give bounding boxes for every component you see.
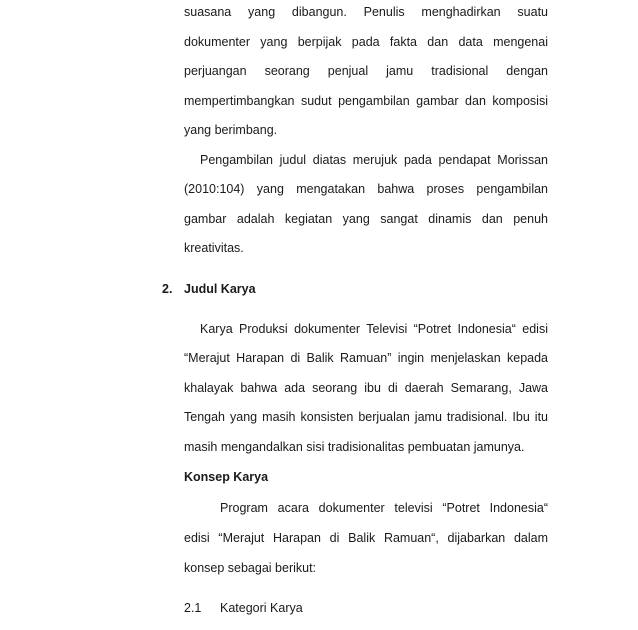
paragraph-line: suasana yang dibangun. Penulis menghadirkan suatu bbox=[184, 5, 548, 19]
paragraph-line: Tengah yang masih konsisten berjualan jamu tradisional. Ibu itu bbox=[184, 410, 548, 424]
paragraph-line: “Merajut Harapan di Balik Ramuan” ingin menjelaskan kepada bbox=[184, 351, 548, 365]
paragraph-line: Karya Produksi dokumenter Televisi “Potret Indonesia“ edisi bbox=[200, 322, 548, 336]
paragraph-line: (2010:104) yang mengatakan bahwa proses pengambilan bbox=[184, 182, 548, 196]
paragraph-line: masih mengandalkan sisi tradisionalitas pembuatan jamunya. bbox=[184, 440, 525, 454]
subsection-number: 2.1 bbox=[184, 601, 202, 615]
section-title: Judul Karya bbox=[184, 282, 256, 296]
section-number: 2. bbox=[162, 282, 173, 296]
paragraph-line: yang berimbang. bbox=[184, 123, 278, 137]
paragraph-line: gambar adalah kegiatan yang sangat dinamis dan penuh bbox=[184, 212, 548, 226]
paragraph-line: Pengambilan judul diatas merujuk pada pendapat Morissan bbox=[200, 153, 548, 167]
paragraph-line: khalayak bahwa ada seorang ibu di daerah Semarang, Jawa bbox=[184, 381, 548, 395]
paragraph-line: kreativitas. bbox=[184, 241, 244, 255]
subheading-konsep: Konsep Karya bbox=[184, 470, 269, 484]
paragraph-line: konsep sebagai berikut: bbox=[184, 561, 317, 575]
paragraph-line: dokumenter yang berpijak pada fakta dan data mengenai bbox=[184, 35, 548, 49]
paragraph-line: perjuangan seorang penjual jamu tradisional dengan bbox=[184, 64, 548, 78]
subsection-title: Kategori Karya bbox=[220, 601, 303, 615]
paragraph-line: edisi “Merajut Harapan di Balik Ramuan“, dijabarkan dalam bbox=[184, 531, 548, 545]
paragraph-line: Program acara dokumenter televisi “Potret Indonesia“ bbox=[220, 501, 548, 515]
paragraph-line: mempertimbangkan sudut pengambilan gambar dan komposisi bbox=[184, 94, 548, 108]
